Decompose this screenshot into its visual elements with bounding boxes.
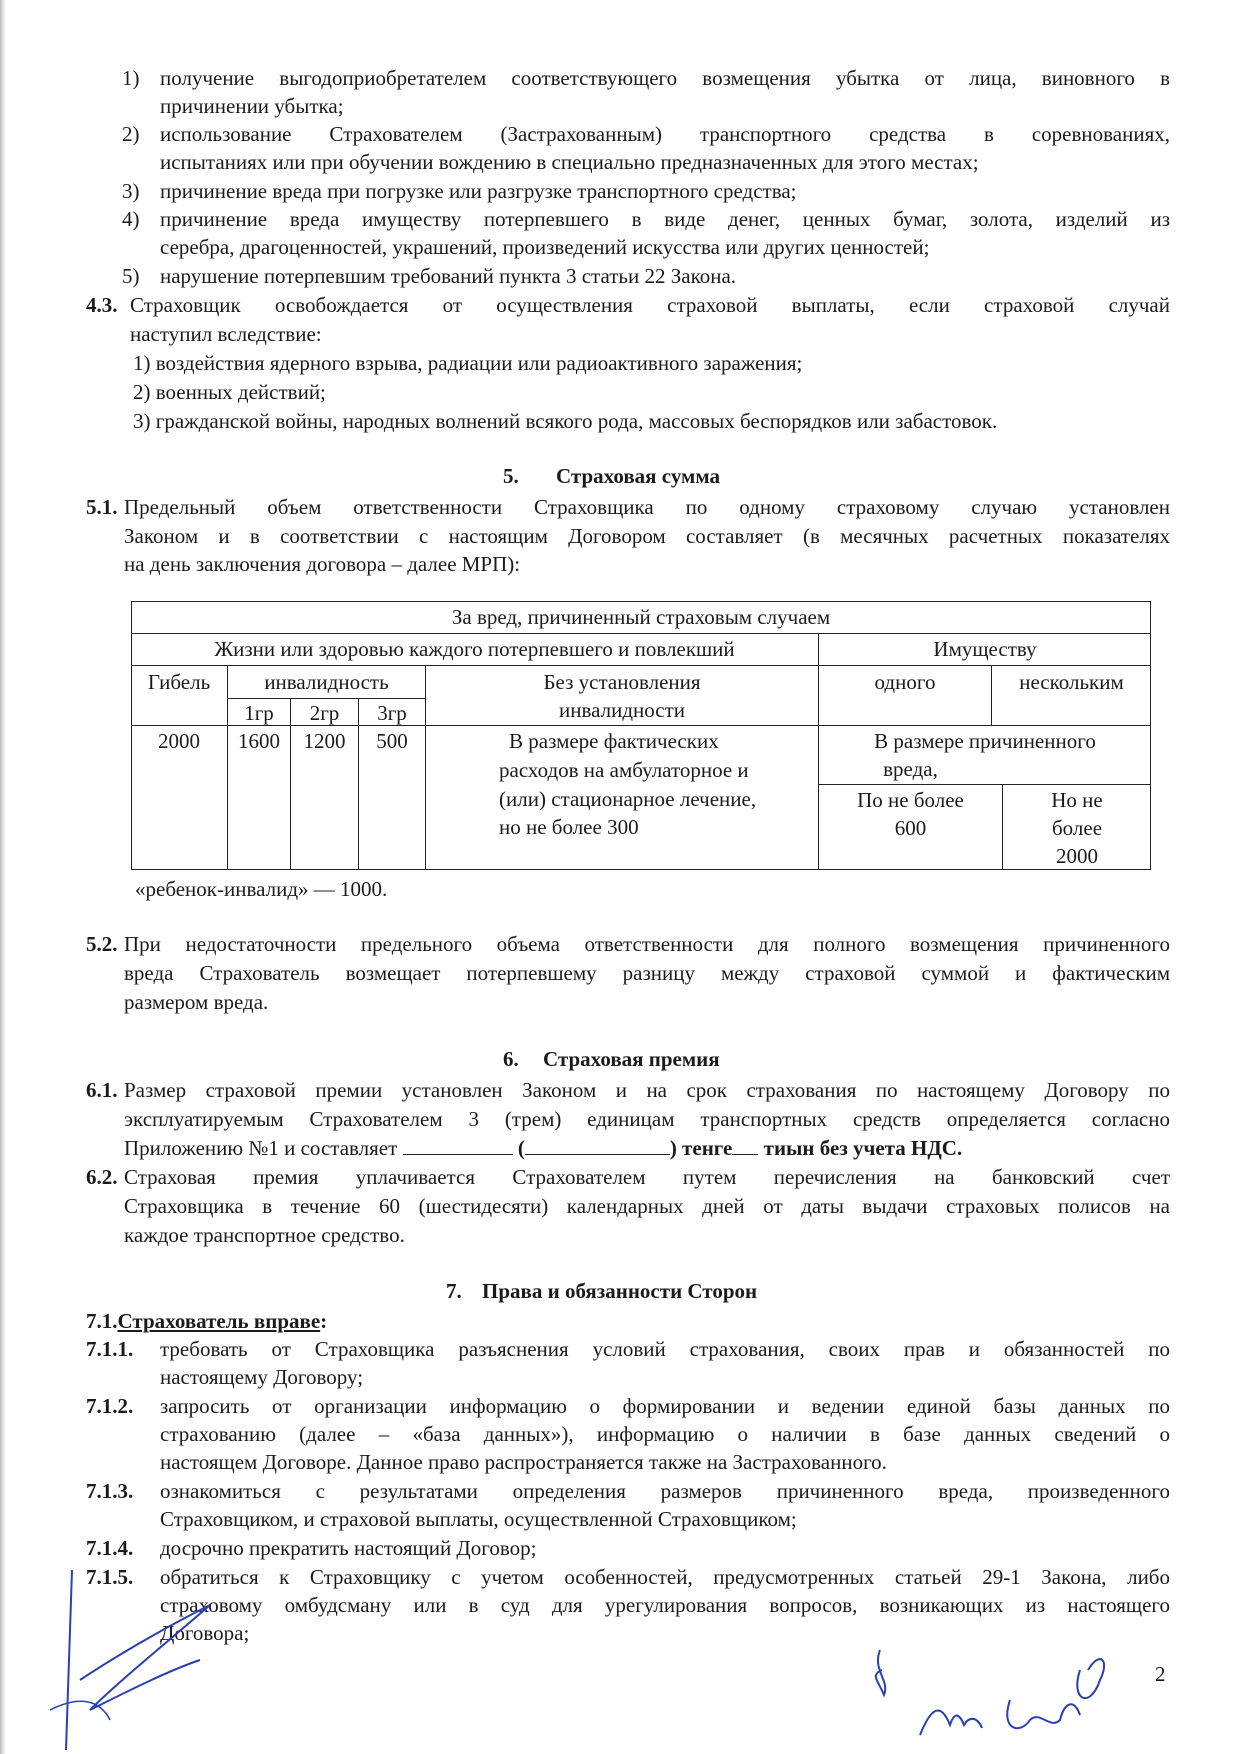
clause-number-7-1-4: 7.1.4. — [86, 1536, 134, 1560]
clause-text: запросить от организации информацию о формировании и ведении единой базы данных по — [160, 1394, 1170, 1418]
table-header: За вред, причиненный страховым случаем — [451, 605, 831, 629]
clause-number-7-1-3: 7.1.3. — [86, 1479, 134, 1503]
column-header: нескольким — [1019, 670, 1124, 694]
clause-text: Предельный объем ответственности Страховщика по одному страховому случаю установлен — [124, 495, 1170, 519]
table-cell: 1600 — [238, 729, 280, 753]
clause-number-4-3: 4.3. — [86, 293, 118, 317]
section-number-7: 7. — [446, 1279, 462, 1303]
list-item-text: нарушение потерпевшим требований пункта 3 статьи 22 Закона. — [160, 264, 737, 288]
table-cell: 500 — [376, 729, 408, 753]
table-cell: В размере фактических — [509, 729, 719, 753]
clause-text: досрочно прекратить настоящий Договор; — [160, 1536, 537, 1560]
clause-text: Страховая премия уплачивается Страхователем путем перечисления на банковский счет — [124, 1165, 1170, 1189]
fill-in-blank — [732, 1134, 758, 1155]
clause-text: Страховщика в течение 60 (шестидесяти) календарных дней от даты выдачи страховых полисов на — [124, 1194, 1170, 1218]
table-note: «ребенок-инвалид» — 1000. — [135, 877, 388, 901]
page-number: 2 — [1155, 1662, 1166, 1686]
list-item-text: причинение вреда имуществу потерпевшего в виде денег, ценных бумаг, золота, изделий из — [160, 207, 1170, 231]
list-num-3: 3) — [122, 179, 140, 203]
clause-text: ) тенге — [669, 1136, 733, 1160]
clause-text: страхованию (далее – «база данных»), информацию о наличии в базе данных сведений о — [160, 1422, 1170, 1446]
table-cell: (или) стационарное лечение, — [499, 787, 757, 811]
column-header: 3гр — [377, 701, 407, 725]
table-cell: но не более 300 — [499, 815, 639, 839]
table-cell: По не более — [857, 788, 964, 812]
clause-text: Приложению №1 и составляет — [124, 1136, 398, 1160]
clause-heading: Страхователь вправе — [117, 1309, 321, 1333]
clause-number-7-1 — [86, 1307, 327, 1335]
clause-text: размером вреда. — [124, 990, 269, 1014]
section-number-5: 5. — [503, 464, 519, 488]
clause-text: Договора; — [160, 1621, 250, 1645]
list-item-text: серебра, драгоценностей, украшений, произведений искусства или других ценностей; — [160, 235, 930, 259]
fill-in-blank — [525, 1134, 670, 1155]
clause-text: Страховщиком, и страховой выплаты, осуществленной Страховщиком; — [160, 1507, 797, 1531]
section-title-5: Страховая сумма — [556, 464, 721, 488]
clause-colon: : — [320, 1309, 328, 1333]
clause-text: эксплуатируемым Страхователем 3 (трем) единицам транспортных средств определяется согласно — [124, 1107, 1170, 1131]
clause-number-7-1-5: 7.1.5. — [86, 1565, 134, 1589]
table-cell: более — [1051, 816, 1103, 840]
clause-number-6-1: 6.1. — [86, 1078, 118, 1102]
list-item: 1) воздействия ядерного взрыва, радиации или радиоактивного заражения; — [133, 351, 803, 375]
column-header: инвалидности — [558, 698, 686, 722]
section-number-6: 6. — [503, 1047, 519, 1071]
section-title-7: Права и обязанности Сторон — [482, 1279, 758, 1303]
clause-text: настоящем Договоре. Данное право распространяется также на Застрахованного. — [160, 1450, 887, 1474]
clause-number-7-1-1: 7.1.1. — [86, 1337, 134, 1361]
table-cell: Но не — [1051, 788, 1103, 812]
clause-number-6-2: 6.2. — [86, 1165, 118, 1189]
fill-in-blank — [403, 1134, 513, 1155]
clause-text: настоящему Договору; — [160, 1365, 364, 1389]
clause-text: При недостаточности предельного объема ответственности для полного возмещения причиненного — [124, 932, 1170, 956]
list-item-text: испытаниях или при обучении вождению в специально предназначенных для этого местах; — [160, 150, 979, 174]
clause-text: на день заключения договора – далее МРП): — [124, 552, 521, 576]
list-item-text: использование Страхователем (Застрахованным) транспортного средства в соревнованиях, — [160, 122, 1170, 146]
clause-text: ознакомиться с результатами определения размеров причиненного вреда, произведенного — [160, 1479, 1170, 1503]
clause-text — [124, 1134, 962, 1162]
list-item: 3) гражданской войны, народных волнений всякого рода, массовых беспорядков или забастовок. — [133, 409, 998, 433]
table-cell: 600 — [894, 816, 927, 840]
clause-number-7-1-2: 7.1.2. — [86, 1394, 134, 1418]
clause-text: обратиться к Страховщику с учетом особенностей, предусмотренных статьей 29-1 Закона, либо — [160, 1565, 1170, 1589]
clause-text: вреда Страхователь возмещает потерпевшему разницу между страховой суммой и фактическим — [124, 961, 1170, 985]
clause-text: Размер страховой премии установлен Законом и на срок страхования по настоящему Договору по — [124, 1078, 1170, 1102]
table-cell: расходов на амбулаторное и — [499, 758, 749, 782]
section-title-6: Страховая премия — [543, 1047, 720, 1071]
column-group-header: Жизни или здоровью каждого потерпевшего и повлекший — [214, 637, 735, 661]
list-item-text: причинение вреда при погрузке или разгрузке транспортного средства; — [160, 179, 797, 203]
list-num-1: 1) — [122, 66, 140, 90]
column-header: одного — [874, 670, 936, 694]
column-group-header: Имуществу — [933, 637, 1037, 661]
clause-text: каждое транспортное средство. — [124, 1223, 405, 1247]
list-num-5: 5) — [122, 264, 140, 288]
column-header: инвалидность — [264, 670, 389, 694]
list-num-2: 2) — [122, 122, 140, 146]
column-header: Гибель — [147, 670, 211, 694]
clause-number-5-1: 5.1. — [86, 495, 118, 519]
scan-edge — [0, 0, 6, 1754]
clause-number: 7.1. — [86, 1309, 118, 1333]
clause-number-5-2: 5.2. — [86, 932, 118, 956]
list-item: 2) военных действий; — [133, 380, 326, 404]
table-cell: 2000 — [158, 729, 200, 753]
clause-text: требовать от Страховщика разъяснения условий страхования, своих прав и обязанностей по — [160, 1337, 1170, 1361]
column-header: Без установления — [543, 670, 701, 694]
list-item-text: причинении убытка; — [160, 94, 344, 118]
clause-text: ( ) тенге тиын без учета НДС. — [517, 1136, 963, 1160]
clause-text: Страховщик освобождается от осуществления страховой выплаты, если страховой случай — [130, 293, 1170, 317]
right-signatures — [860, 1640, 1140, 1750]
list-num-4: 4) — [122, 207, 140, 231]
clause-text: тиын без учета НДС. — [758, 1136, 963, 1160]
column-header: 2гр — [309, 701, 340, 725]
clause-text: Законом и в соответствии с настоящим Договором составляет (в месячных расчетных показателях — [124, 524, 1170, 548]
liability-table — [131, 601, 1151, 870]
table-cell: 1200 — [303, 729, 346, 753]
table-cell: вреда, — [883, 757, 938, 781]
table-cell: В размере причиненного — [874, 729, 1096, 753]
clause-text: наступил вследствие: — [130, 322, 322, 346]
table-cell: 2000 — [1056, 844, 1098, 868]
clause-text: страховому омбудсману или в суд для урегулирования вопросов, возникающих из настоящего — [160, 1593, 1170, 1617]
list-item-text: получение выгодоприобретателем соответствующего возмещения убытка от лица, виновного в — [160, 66, 1170, 90]
column-header: 1гр — [244, 701, 274, 725]
left-signature — [40, 1560, 250, 1754]
